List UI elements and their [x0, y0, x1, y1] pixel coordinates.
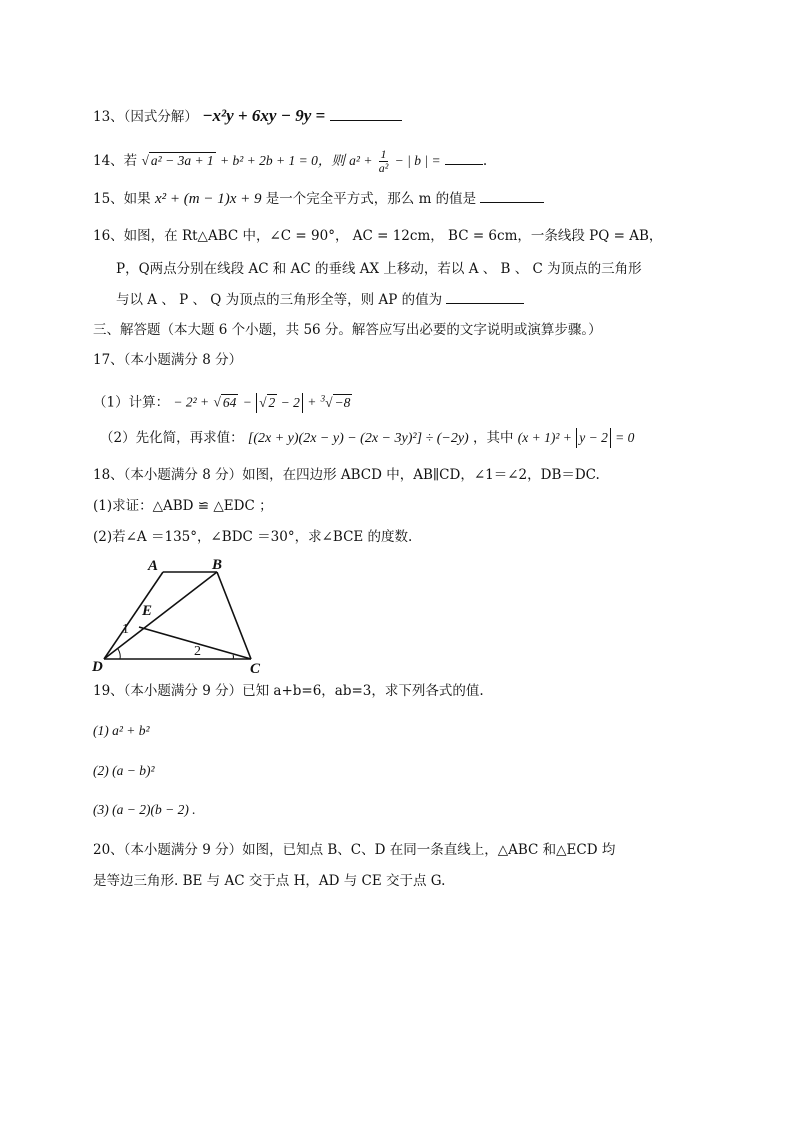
question-17-part-2 — [100, 428, 634, 449]
q16-line-3-text: 与以 A 、 P 、 Q 为顶点的三角形全等，则 AP 的值为 — [116, 292, 443, 308]
question-18-title: 18、（本小题满分 8 分）如图，在四边形 ABCD 中，AB∥CD，∠1＝∠2，DB＝DC. — [93, 467, 600, 483]
q14-tail: − | b | = — [394, 153, 441, 168]
q14-fraction — [379, 148, 389, 175]
q17-p1-plus: + — [307, 394, 317, 410]
q17-p2-label: （2）先化简，再求值： — [100, 430, 244, 446]
q17-p1-minus: − — [242, 394, 252, 410]
label-a: A — [148, 558, 159, 574]
q14-rest: + b² + 2b + 1 = 0，则 — [219, 153, 345, 168]
q13-expression: −x²y + 6xy − 9y = — [202, 106, 326, 125]
question-14: 14、若 √ a² − 3a + 1 + b² + 2b + 1 = 0，则 a² + $\frac{1}{\text{a²}}$ − | b | = . — [93, 147, 488, 175]
q17-p2-expression: [(2x + y)(2x − y) − (2x − 3y)²] ÷ (−2y) — [247, 431, 469, 446]
q14-frac-num: 1 — [380, 147, 387, 161]
question-19-title: 19、（本小题满分 9 分）已知 a+b=6，ab=3，求下列各式的值. — [93, 683, 484, 699]
angle-1-arc — [118, 649, 120, 659]
question-13 — [93, 106, 402, 127]
label-b: B — [212, 557, 223, 573]
question-18-part-1: (1)求证：△ABD ≌ △EDC ； — [93, 498, 273, 514]
q15-prefix: 15、如果 — [93, 191, 151, 207]
question-19-part-3: (3) (a − 2)(b − 2) . — [93, 802, 196, 817]
segment-ad — [104, 572, 163, 659]
q17-p2-where: ，其中 — [473, 430, 514, 446]
q16-answer-blank[interactable] — [446, 289, 524, 304]
label-c: C — [250, 661, 261, 673]
label-e: E — [142, 603, 153, 619]
q15-text: 是一个完全平方式，那么 m 的值是 — [265, 191, 477, 207]
question-19-part-2: (2) (a − b)² — [93, 763, 155, 778]
question-19-part-1: (1) a² + b² — [93, 723, 150, 738]
question-20-line-1: 20、（本小题满分 9 分）如图，已知点 B、C、D 在同一条直线上，△ABC 和△ECD 均 — [93, 842, 616, 858]
question-17-title: 17、（本小题满分 8 分） — [93, 352, 243, 368]
question-16-line-3 — [116, 289, 524, 310]
question-15 — [93, 188, 544, 209]
question-16-line-1: 16、如图，在 Rt△ABC 中，∠C = 90°， AC = 12cm， BC = 6cm，一条线段 PQ = AB， — [93, 228, 663, 244]
q14-a2: a² + — [349, 153, 373, 168]
quadrilateral-figure — [90, 555, 280, 673]
q17-p1-label: （1）计算： — [93, 394, 170, 411]
section-3-heading: 三、解答题（本大题 6 个小题，共 56 分。解答应写出必要的文字说明或演算步骤。） — [93, 322, 602, 338]
q13-prefix: 13、（因式分解） — [93, 109, 198, 125]
q17-p1-a: − 2² + — [173, 394, 210, 410]
q14-prefix: 14、若 — [93, 153, 138, 169]
q13-answer-blank[interactable] — [330, 106, 402, 121]
q14-radicand: a² − 3a + 1 — [150, 153, 214, 168]
q17-p2-cond-abs: y − 2 — [576, 428, 611, 448]
q17-p2-cond-a: (x + 1)² + — [517, 430, 572, 445]
q17-p1-abs: √ 2 − 2 — [256, 393, 303, 413]
q17-p1-abs-sqrt: 2 — [268, 394, 276, 410]
label-angle-2: 2 — [194, 644, 201, 659]
q17-p2-cond-b: = 0 — [615, 430, 635, 445]
question-16-line-2: P，Q两点分别在线段 AC 和 AC 的垂线 AX 上移动，若以 A 、 B 、 C 为顶点的三角形 — [116, 261, 642, 277]
question-18-part-2: (2)若∠A ＝135°，∠BDC ＝30°，求∠BCE 的度数. — [93, 529, 413, 545]
q14-answer-blank[interactable] — [445, 150, 483, 165]
label-angle-1: 1 — [122, 622, 129, 637]
q14-end: . — [482, 153, 488, 169]
question-17-part-1: （1）计算： − 2² + √ 64 − √ 2 − 2 + $^3$√ −8 — [93, 393, 351, 411]
q15-answer-blank[interactable] — [480, 188, 544, 203]
question-20-line-2: 是等边三角形. BE 与 AC 交于点 H，AD 与 CE 交于点 G. — [93, 873, 446, 889]
label-d: D — [92, 659, 103, 673]
q17-p1-sqrt: 64 — [222, 394, 237, 410]
q17-p1-cbrt: −8 — [334, 394, 351, 410]
segment-bc — [217, 572, 251, 659]
angle-2-arc — [233, 655, 234, 659]
q15-expression: x² + (m − 1)x + 9 — [154, 191, 262, 207]
q14-frac-den: a² — [378, 161, 389, 175]
q17-p1-cbrt-index: 3 — [320, 393, 326, 403]
